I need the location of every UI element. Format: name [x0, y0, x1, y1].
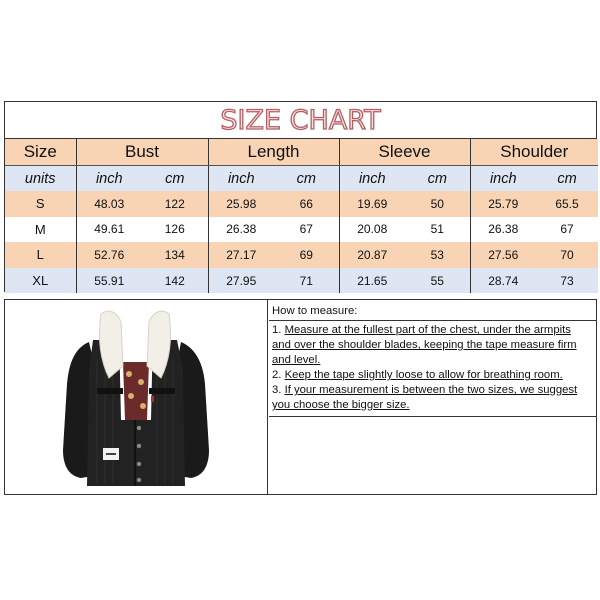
table-row: [5, 268, 598, 294]
table-cell: 66: [274, 191, 339, 217]
table-cell: 134: [142, 242, 208, 268]
table-cell: 49.61: [76, 217, 142, 243]
how-to-measure: [269, 300, 596, 494]
table-cell: 26.38: [208, 217, 274, 243]
table-cell: 48.03: [76, 191, 142, 217]
table-cell: 122: [142, 191, 208, 217]
how-to-measure-title: How to measure:: [269, 300, 596, 321]
jacket-icon: [5, 300, 267, 494]
table-cell: 73: [536, 268, 598, 294]
table-cell: 25.98: [208, 191, 274, 217]
unit-cell: cm: [142, 166, 208, 192]
table-cell: 19.69: [339, 191, 405, 217]
header-shoulder: Shoulder: [470, 139, 598, 166]
table-cell: 27.17: [208, 242, 274, 268]
table-row: [5, 242, 598, 268]
instruction-text: Measure at the fullest part of the chest, under the armpits and over the shoulder blades, keeping the tape measure firm and level.: [272, 324, 577, 366]
size-chart-title: [5, 102, 596, 139]
header-sleeve: Sleeve: [339, 139, 470, 166]
unit-cell: cm: [405, 166, 470, 192]
size-label: L: [5, 242, 76, 268]
table-header-row: [5, 139, 598, 166]
instruction-number: 2.: [272, 369, 282, 381]
product-photo: [5, 300, 268, 494]
header-length: Length: [208, 139, 339, 166]
table-row: [5, 191, 598, 217]
unit-cell: inch: [339, 166, 405, 192]
measure-instructions: [269, 321, 596, 417]
table-units-row: [5, 166, 598, 192]
table-cell: 51: [405, 217, 470, 243]
table-cell: 28.74: [470, 268, 536, 294]
size-table: [5, 139, 598, 293]
instruction-text: If your measurement is between the two sizes, we suggest you choose the bigger size.: [272, 384, 578, 411]
instruction-item: [272, 323, 592, 368]
table-cell: 20.87: [339, 242, 405, 268]
table-cell: 53: [405, 242, 470, 268]
unit-cell: cm: [274, 166, 339, 192]
size-chart: [4, 101, 597, 292]
size-label: S: [5, 191, 76, 217]
unit-cell: inch: [470, 166, 536, 192]
table-cell: 69: [274, 242, 339, 268]
table-cell: 21.65: [339, 268, 405, 294]
instruction-item: [272, 368, 592, 383]
table-cell: 142: [142, 268, 208, 294]
table-cell: 55.91: [76, 268, 142, 294]
instruction-text: Keep the tape slightly loose to allow for breathing room.: [284, 369, 563, 381]
table-cell: 71: [274, 268, 339, 294]
info-panel: [4, 299, 597, 495]
table-cell: 70: [536, 242, 598, 268]
table-cell: 25.79: [470, 191, 536, 217]
unit-cell: inch: [76, 166, 142, 192]
header-bust: Bust: [76, 139, 208, 166]
table-cell: 27.95: [208, 268, 274, 294]
size-chart-title-text: SIZE CHART: [220, 104, 381, 136]
table-cell: 126: [142, 217, 208, 243]
instruction-item: [272, 383, 592, 413]
table-cell: 52.76: [76, 242, 142, 268]
table-cell: 50: [405, 191, 470, 217]
unit-cell: inch: [208, 166, 274, 192]
size-label: XL: [5, 268, 76, 294]
table-cell: 20.08: [339, 217, 405, 243]
size-label: M: [5, 217, 76, 243]
table-row: [5, 217, 598, 243]
header-size: Size: [5, 139, 76, 166]
table-cell: 65.5: [536, 191, 598, 217]
unit-cell: cm: [536, 166, 598, 192]
table-cell: 55: [405, 268, 470, 294]
units-label: units: [5, 166, 76, 192]
table-cell: 67: [274, 217, 339, 243]
table-cell: 27.56: [470, 242, 536, 268]
instruction-number: 1.: [272, 324, 282, 336]
table-cell: 26.38: [470, 217, 536, 243]
table-cell: 67: [536, 217, 598, 243]
instruction-number: 3.: [272, 384, 282, 396]
